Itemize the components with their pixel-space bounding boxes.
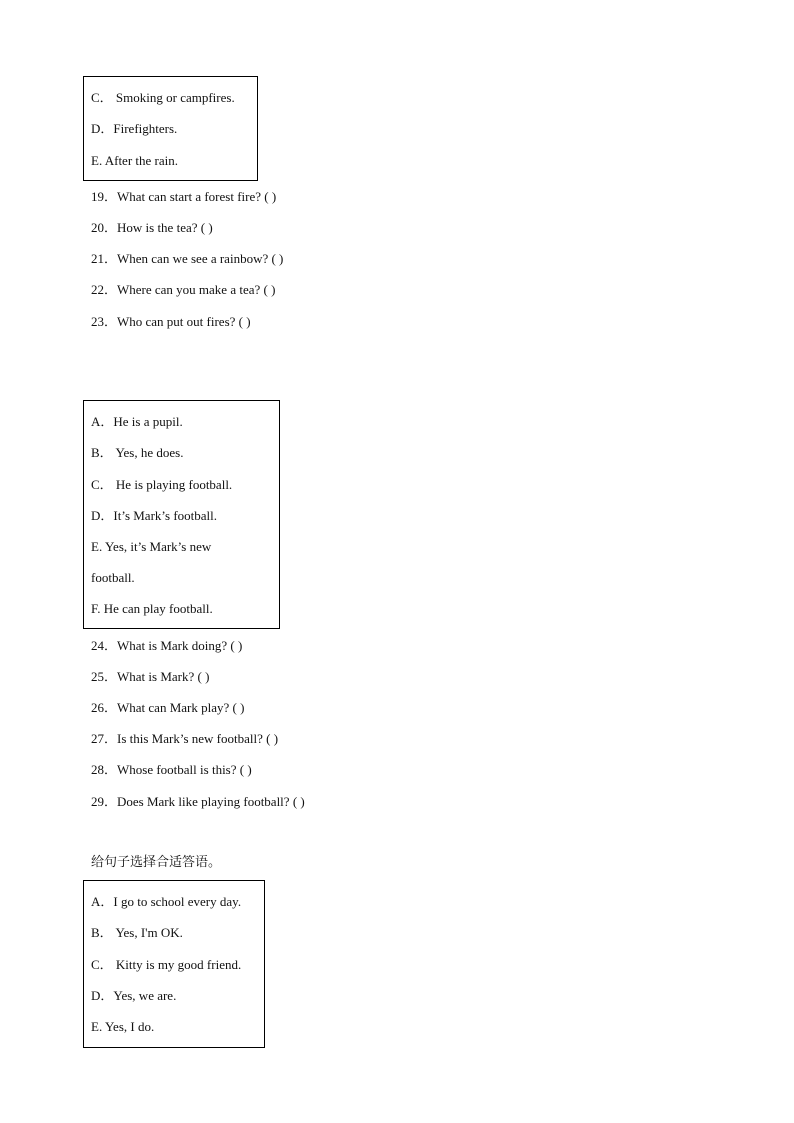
question-26: 26．What can Mark play? ( )	[91, 700, 245, 715]
option-b: B． Yes, he does.	[91, 445, 184, 460]
options-box-1	[83, 76, 258, 181]
question-21: 21．When can we see a rainbow? ( )	[91, 251, 284, 266]
question-29: 29．Does Mark like playing football? ( )	[91, 794, 305, 809]
option-d: D．Firefighters.	[91, 121, 178, 136]
question-24: 24．What is Mark doing? ( )	[91, 638, 243, 653]
question-22: 22．Where can you make a tea? ( )	[91, 282, 276, 297]
section-instruction: 给句子选择合适答语。	[91, 855, 222, 870]
option-e: E. Yes, it’s Mark’s new	[91, 539, 212, 554]
option-a: A．He is a pupil.	[91, 414, 183, 429]
option-c: C． He is playing football.	[91, 477, 233, 492]
question-25: 25．What is Mark? ( )	[91, 669, 210, 684]
options-box-3	[83, 880, 265, 1048]
option-c: C． Kitty is my good friend.	[91, 957, 242, 972]
option-f: F. He can play football.	[91, 601, 213, 616]
option-b: B． Yes, I'm OK.	[91, 925, 183, 940]
option-d: D．It’s Mark’s football.	[91, 508, 218, 523]
question-19: 19．What can start a forest fire? ( )	[91, 189, 277, 204]
option-e-continued: football.	[91, 570, 135, 585]
option-e: E. After the rain.	[91, 153, 178, 168]
question-27: 27．Is this Mark’s new football? ( )	[91, 731, 279, 746]
question-20: 20．How is the tea? ( )	[91, 220, 213, 235]
option-e: E. Yes, I do.	[91, 1019, 155, 1034]
question-23: 23．Who can put out fires? ( )	[91, 314, 251, 329]
option-c: C． Smoking or campfires.	[91, 90, 235, 105]
options-box-2	[83, 400, 280, 629]
option-d: D．Yes, we are.	[91, 988, 177, 1003]
option-a: A．I go to school every day.	[91, 894, 242, 909]
question-28: 28．Whose football is this? ( )	[91, 762, 252, 777]
